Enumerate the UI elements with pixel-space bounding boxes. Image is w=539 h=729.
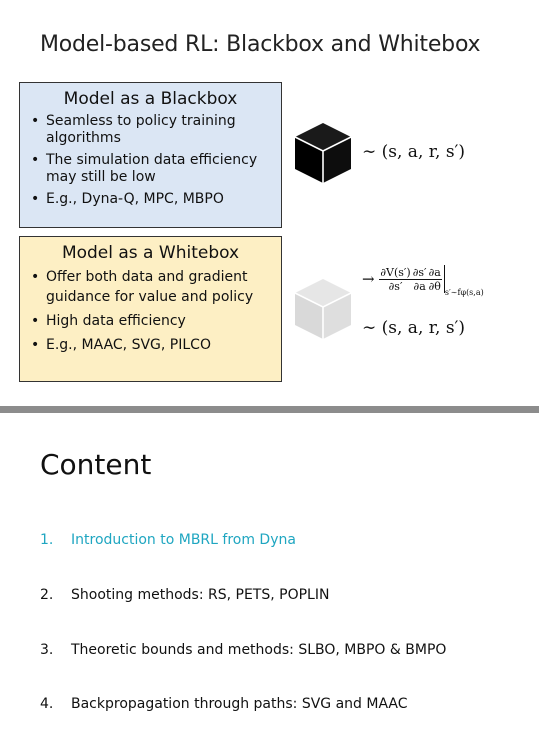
content-title: Content	[40, 448, 152, 481]
fraction-ds-da: $\frac{\partial s'}{\partial a}$	[412, 265, 427, 293]
slide-divider	[0, 406, 539, 413]
gradient-formula	[362, 265, 484, 297]
whitebox-bullet-list	[20, 267, 281, 355]
toc-item-1[interactable]	[40, 532, 296, 548]
toc-label: Shooting methods: RS, PETS, POPLIN	[71, 587, 330, 603]
blackbox-bullet-list	[20, 113, 281, 208]
toc-item-2[interactable]	[40, 587, 329, 603]
blackbox-bullet: • The simulation data efficiency may still be low	[31, 152, 277, 186]
whitebox-sample-formula: ∼ (s, a, r, s′)	[362, 318, 466, 338]
blackbox-title: Model as a Blackbox	[63, 89, 238, 109]
toc-number: 3.	[40, 642, 54, 658]
toc-label: Introduction to MBRL from Dyna	[71, 532, 296, 548]
slide-title: Model-based RL: Blackbox and Whitebox	[40, 32, 481, 57]
blackbox-bullet: • Seamless to policy training algorithms	[31, 113, 277, 147]
toc-item-3[interactable]	[40, 642, 446, 658]
whitebox-panel	[19, 236, 282, 382]
blackbox-bullet: • E.g., Dyna-Q, MPC, MBPO	[31, 191, 277, 208]
toc-number: 4.	[40, 696, 54, 712]
whitebox-bullet: • Offer both data and gradient guidance for value and policy	[31, 267, 277, 307]
toc-label: Backpropagation through paths: SVG and MAAC	[71, 696, 408, 712]
blackbox-sample-formula: ∼ (s, a, r, s′)	[362, 142, 466, 162]
toc-number: 1.	[40, 532, 54, 548]
arrow-symbol: →	[362, 270, 375, 288]
fraction-da-dtheta: $\frac{\partial a}{\partial\theta}$	[428, 265, 441, 293]
toc-label: Theoretic bounds and methods: SLBO, MBPO & BMPO	[71, 642, 447, 658]
blackbox-panel	[19, 82, 282, 228]
whitebox-title: Model as a Whitebox	[61, 243, 240, 263]
toc-number: 2.	[40, 587, 54, 603]
evaluation-subscript: s′∼fφ(s,a)	[444, 288, 484, 297]
fraction-dv-ds: $\frac{\partial V(s')}{\partial s'}$	[380, 265, 411, 293]
grey-cube-icon	[294, 278, 352, 340]
black-cube-icon	[294, 122, 352, 184]
whitebox-bullet: • High data efficiency	[31, 311, 277, 331]
toc-item-4[interactable]	[40, 696, 408, 712]
whitebox-bullet: • E.g., MAAC, SVG, PILCO	[31, 335, 277, 355]
